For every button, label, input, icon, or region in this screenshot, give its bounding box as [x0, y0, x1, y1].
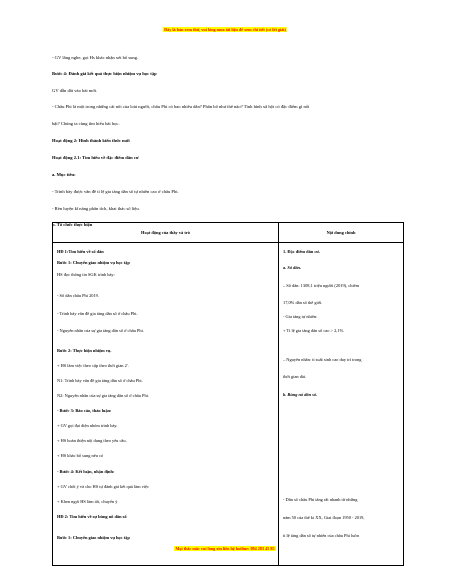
table-line: + HS làm việc theo cặp theo thời gian 2'. [57, 363, 129, 368]
organization-heading: b. Tổ chức thực hiện [52, 222, 93, 227]
table-line: - Nguyên nhân của sự gia tăng dân số ở châu Phi. [57, 328, 144, 333]
table-line: thời gian dài. [283, 374, 307, 379]
table-line: HĐ 2: Tìm hiểu về sự bùng nổ dân số [57, 514, 127, 519]
table-line: Bước 2: Thực hiện nhiệm vụ. [57, 348, 112, 353]
table-line: – Số dân: 1308,1 triệu người (2019), chiếm [283, 283, 360, 288]
body-line: - Trình bày được vấn đề tỉ lệ gia tăng dân số tự nhiên cao ở châu Phi. [52, 189, 179, 194]
table-line: - Trình bày vấn đề gia tăng dân số ở châu Phi. [57, 311, 138, 316]
objective-heading: a. Mục tiêu: [52, 172, 76, 177]
table-line: - Dân số châu Phi tăng rất nhanh từ những [283, 497, 358, 502]
body-line: - Châu Phi là một trong những cái nôi của loài người, châu Phi có bao nhiêu dân? Phân bố như thế nào? Tình hình xã hội có đặc điểm gì nổi [52, 104, 310, 109]
table-line: Bước 1: Chuyển giao nhiệm vụ học tập [57, 260, 130, 265]
table-line: N1: Trình bày vấn đề gia tăng dân số ở châu Phi. [57, 378, 143, 383]
table-line: + HS hoàn thiện nội dung theo yêu cầu. [57, 438, 127, 443]
table-line: năm 50 của thế kỉ XX, Giai đoạn 1950 - 2019, [283, 515, 365, 520]
table-line: Bước 1: Chuyển giao nhiệm vụ học tập [57, 535, 130, 540]
table-line: tỉ lệ tăng dân số tự nhiên của châu Phi luôn [283, 533, 359, 538]
hotline-banner: Mọi thắc mắc vui lòng xin liên hệ hotline: 084 283 45 85 [175, 546, 275, 551]
body-line: bật? Chúng ta cùng tìm hiểu bài học. [52, 121, 120, 126]
table-header-content: Nội dung chính [279, 223, 404, 243]
body-line: - GV lắng nghe, gọi Hs khác nhận xét bổ sung. [52, 55, 139, 60]
table-line: a. Số dân. [283, 265, 302, 270]
table-line: + GV gọi đại diện nhóm trình bày. [57, 423, 118, 428]
step-heading: Bước 4: Đánh giá kết quả thực hiện nhiệm vụ học tập [52, 71, 157, 76]
table-line: + Tỉ lệ gia tăng dân số cao > 2,1%. [283, 328, 345, 333]
table-line: – Nguyên nhân: tỉ suất sinh cao duy trì trong [283, 357, 362, 362]
table-line: HS đọc thông tin SGK trình bày: [57, 272, 115, 277]
table-line: - Gia tăng tự nhiên: [283, 314, 318, 319]
table-line: + HS khác bổ sung nếu có [57, 453, 104, 458]
table-line: 17,0% dân số thế giới. [283, 300, 323, 305]
table-line: + GV chốt ý và cho HS tự đánh giá kết quả làm việc [57, 484, 149, 489]
table-line: N2: Nguyên nhân của sự gia tăng dân số ở châu Phi. [57, 393, 150, 398]
body-line: GV dẫn dắt vào bài mới. [52, 88, 98, 93]
table-line: + Khen ngợi HS làm tốt, chuyển ý [57, 499, 118, 504]
body-line: - Rèn luyện kĩ năng phân tích, khai thác số liệu. [52, 206, 140, 211]
content-cell [279, 243, 404, 566]
table-line: - Bước 4: Kết luận, nhận định: [57, 469, 115, 474]
preview-banner: Đây là bản xem thử, vui lòng mua tài liệu để xem chi tiết (có lời giải) [164, 27, 286, 32]
table-line: b. Bùng nổ dân số. [283, 392, 318, 397]
activity-subheading: Hoạt động 2.1: Tìm hiểu về đặc điểm dân cư [52, 155, 139, 160]
lesson-table [52, 222, 404, 566]
activity-heading: Hoạt động 2: Hình thành kiến thức mới [52, 138, 130, 143]
table-line: - Bước 3: Báo cáo, thảo luận: [57, 408, 112, 413]
table-line: HĐ 1:Tìm hiểu về số dân [57, 249, 104, 254]
table-line: - Số dân châu Phi 2019. [57, 293, 99, 298]
table-line: 1. Đặc điểm dân cư. [283, 249, 321, 254]
activities-cell [53, 243, 279, 566]
table-header-activities: Hoạt động của thầy và trò [53, 223, 279, 243]
